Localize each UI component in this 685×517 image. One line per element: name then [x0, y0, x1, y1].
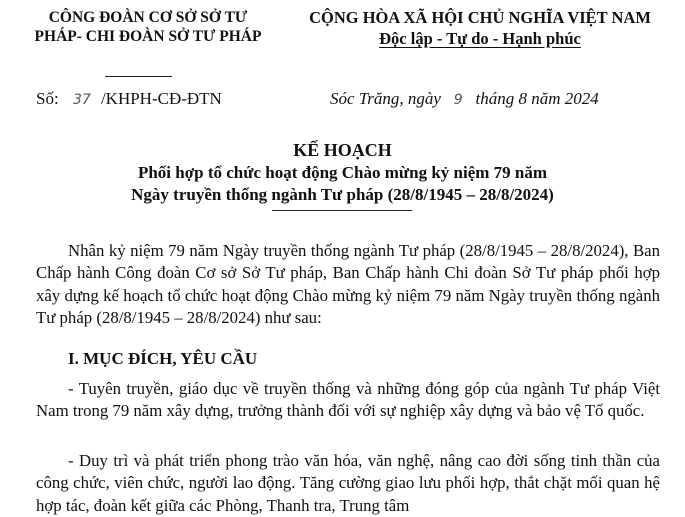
place-date: [330, 89, 599, 110]
organization-underline: [105, 76, 172, 77]
paragraph-bullet-1: - Tuyên truyền, giáo dục về truyền thống và những đóng góp của ngành Tư pháp Việt Nam trong 79 năm xây dựng, trưởng thành đối với sự nghiệp xây dựng và bảo vệ Tổ quốc.: [36, 379, 660, 421]
title-underline: [272, 210, 412, 211]
organization-name-line2: PHÁP- CHI ĐOÀN SỞ TƯ PHÁP: [34, 28, 262, 45]
document-number-suffix: /KHPH-CĐ-ĐTN: [100, 89, 222, 108]
day-handwritten: 9: [453, 92, 463, 108]
organization-name-line1: CÔNG ĐOÀN CƠ SỞ SỞ TƯ: [48, 9, 248, 26]
document-number: [36, 89, 222, 110]
document-subtitle-line1: Phối hợp tổ chức hoạt động Chào mừng kỷ niệm 79 năm: [137, 163, 548, 182]
document-title: KẾ HOẠCH: [293, 140, 392, 160]
section-heading: I. MỤC ĐÍCH, YÊU CẦU: [68, 349, 258, 368]
paragraph-bullet-2: - Duy trì và phát triển phong trào văn hóa, văn nghệ, nâng cao đời sống tinh thần của công chức, viên chức, người lao động. Tăng cường giao lưu phối hợp, thắt chặt mối quan hệ hợp tác, đoàn kết giữa các Phòng, Thanh tra, Trung tâm: [36, 451, 660, 515]
place-date-prefix: Sóc Trăng, ngày: [330, 89, 441, 108]
place-date-suffix: tháng 8 năm 2024: [475, 89, 599, 108]
intro-paragraph: Nhân kỷ niệm 79 năm Ngày truyền thống ngành Tư pháp (28/8/1945 – 28/8/2024), Ban Chấp hành Công đoàn Cơ sở Sở Tư pháp, Ban Chấp hành Chi đoàn Sở Tư pháp phối hợp xây dựng kế hoạch tổ chức hoạt động Chào mừng kỷ niệm 79 năm Ngày truyền thống ngành Tư pháp (28/8/1945 – 28/8/2024) như sau:: [36, 241, 660, 328]
document-number-prefix: Số:: [36, 89, 59, 108]
document-number-handwritten: 37: [73, 92, 91, 108]
document-subtitle-line2: Ngày truyền thống ngành Tư pháp (28/8/1945 – 28/8/2024): [131, 185, 554, 204]
national-motto: Độc lập - Tự do - Hạnh phúc: [379, 29, 581, 48]
nation-title: CỘNG HÒA XÃ HỘI CHỦ NGHĨA VIỆT NAM: [309, 8, 651, 27]
